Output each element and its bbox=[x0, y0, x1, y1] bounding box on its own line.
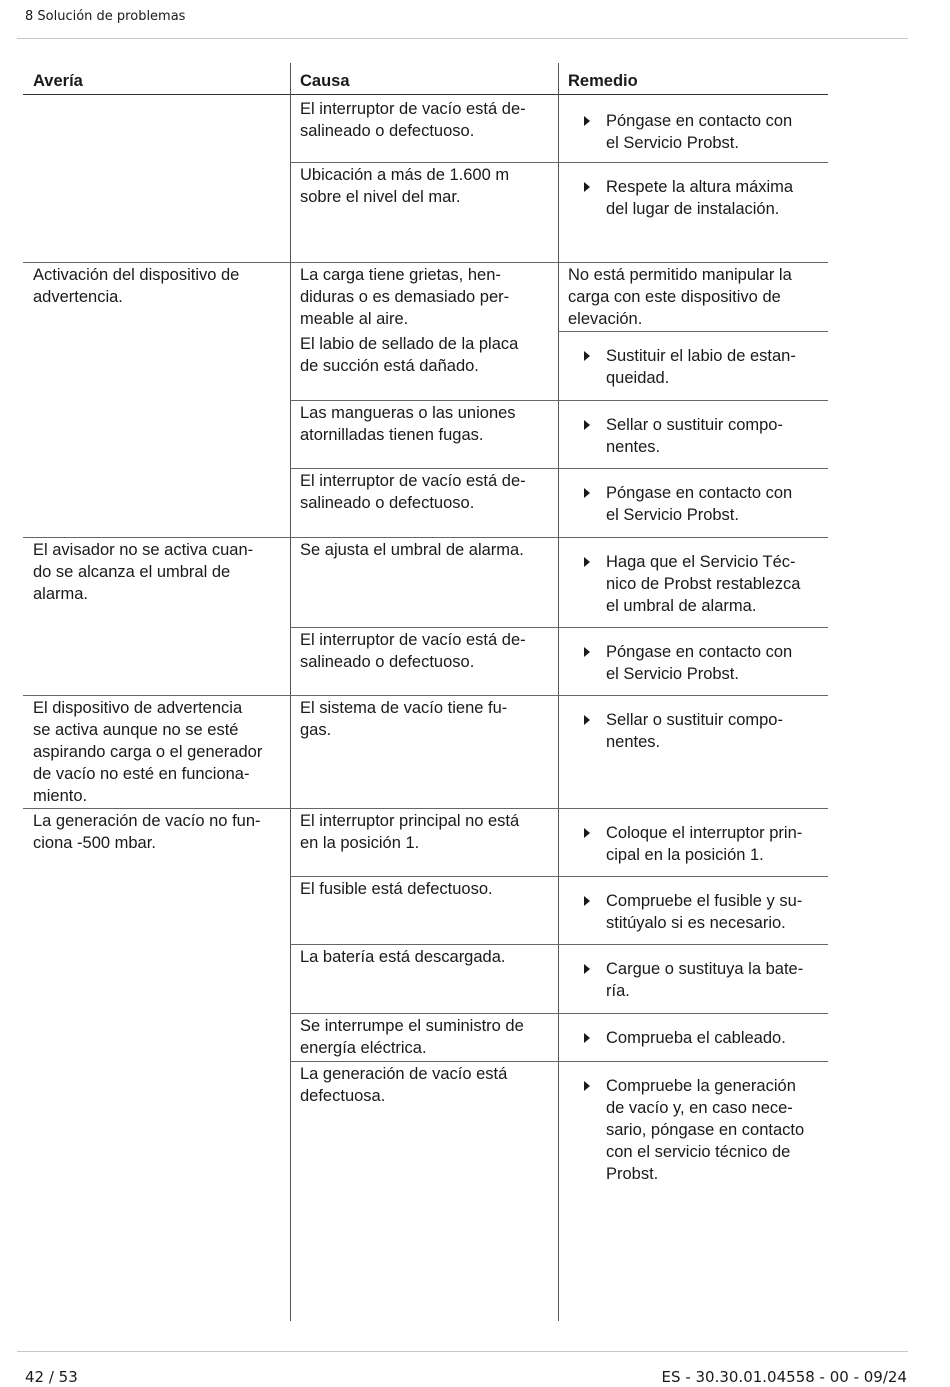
bullet-arrow-icon bbox=[584, 488, 590, 498]
header-fault: Avería bbox=[33, 72, 83, 90]
cause-cell: Se ajusta el umbral de alarma. bbox=[300, 541, 524, 559]
troubleshooting-table bbox=[23, 63, 828, 1321]
fault-cell: El avisador no se activa cuan- do se alcanza el umbral de alarma. bbox=[33, 541, 254, 603]
header-cause: Causa bbox=[300, 72, 350, 90]
cause-cell: El sistema de vacío tiene fu- gas. bbox=[300, 699, 508, 739]
remedy-cell: No está permitido manipular la carga con este dispositivo de elevación. bbox=[568, 266, 792, 328]
row-divider bbox=[23, 808, 828, 809]
bullet-arrow-icon bbox=[584, 182, 590, 192]
bullet-arrow-icon bbox=[584, 1081, 590, 1091]
row-divider bbox=[290, 162, 828, 163]
footer-rule bbox=[17, 1351, 908, 1352]
row-divider bbox=[558, 331, 828, 332]
row-divider bbox=[290, 876, 828, 877]
section-header: 8 Solución de problemas bbox=[25, 9, 186, 24]
cause-cell: Ubicación a más de 1.600 m sobre el nivel del mar. bbox=[300, 166, 510, 206]
cause-cell: La batería está descargada. bbox=[300, 948, 506, 966]
column-divider bbox=[558, 63, 559, 1321]
bullet-arrow-icon bbox=[584, 896, 590, 906]
remedy-cell: Haga que el Servicio Téc- nico de Probst restablezca el umbral de alarma. bbox=[606, 553, 801, 615]
cause-cell: El interruptor de vacío está de- salineado o defectuoso. bbox=[300, 631, 526, 671]
bullet-arrow-icon bbox=[584, 715, 590, 725]
row-divider bbox=[290, 1061, 828, 1062]
cause-cell: El fusible está defectuoso. bbox=[300, 880, 493, 898]
header-rule bbox=[17, 38, 908, 39]
remedy-cell: Respete la altura máxima del lugar de instalación. bbox=[606, 178, 794, 218]
row-divider bbox=[23, 695, 828, 696]
fault-cell: Activación del dispositivo de advertencia. bbox=[33, 266, 240, 306]
bullet-arrow-icon bbox=[584, 1033, 590, 1043]
bullet-arrow-icon bbox=[584, 557, 590, 567]
cause-cell: El interruptor de vacío está de- salineado o defectuoso. bbox=[300, 100, 526, 140]
remedy-cell: Póngase en contacto con el Servicio Probst. bbox=[606, 484, 793, 524]
cause-cell: La carga tiene grietas, hen- diduras o es demasiado per- meable al aire. bbox=[300, 266, 510, 328]
header-divider bbox=[23, 94, 828, 95]
row-divider bbox=[290, 400, 828, 401]
remedy-cell: Póngase en contacto con el Servicio Probst. bbox=[606, 643, 793, 683]
remedy-cell: Póngase en contacto con el Servicio Probst. bbox=[606, 112, 793, 152]
bullet-arrow-icon bbox=[584, 828, 590, 838]
remedy-cell: Compruebe la generación de vacío y, en caso nece- sario, póngase en contacto con el servicio técnico de Probst. bbox=[606, 1077, 805, 1183]
bullet-arrow-icon bbox=[584, 116, 590, 126]
row-divider bbox=[23, 537, 828, 538]
row-divider bbox=[290, 944, 828, 945]
cause-cell: El interruptor principal no está en la posición 1. bbox=[300, 812, 520, 852]
row-divider bbox=[290, 1013, 828, 1014]
document-code: ES - 30.30.01.04558 - 00 - 09/24 bbox=[661, 1368, 907, 1386]
cause-cell: El interruptor de vacío está de- salineado o defectuoso. bbox=[300, 472, 526, 512]
remedy-cell: Compruebe el fusible y su- stitúyalo si es necesario. bbox=[606, 892, 803, 932]
bullet-arrow-icon bbox=[584, 964, 590, 974]
row-divider bbox=[23, 262, 828, 263]
remedy-cell: Comprueba el cableado. bbox=[606, 1029, 786, 1047]
cause-cell: La generación de vacío está defectuosa. bbox=[300, 1065, 508, 1105]
page-number: 42 / 53 bbox=[25, 1368, 78, 1386]
row-divider bbox=[290, 627, 828, 628]
remedy-cell: Sellar o sustituir compo- nentes. bbox=[606, 416, 783, 456]
cause-cell: Las mangueras o las uniones atornilladas tienen fugas. bbox=[300, 404, 516, 444]
bullet-arrow-icon bbox=[584, 647, 590, 657]
column-divider bbox=[290, 63, 291, 1321]
remedy-cell: Sustituir el labio de estan- queidad. bbox=[606, 347, 796, 387]
header-remedy: Remedio bbox=[568, 72, 638, 90]
bullet-arrow-icon bbox=[584, 420, 590, 430]
bullet-arrow-icon bbox=[584, 351, 590, 361]
remedy-cell: Sellar o sustituir compo- nentes. bbox=[606, 711, 783, 751]
cause-cell: Se interrumpe el suministro de energía eléctrica. bbox=[300, 1017, 524, 1057]
remedy-cell: Coloque el interruptor prin- cipal en la posición 1. bbox=[606, 824, 803, 864]
fault-cell: La generación de vacío no fun- ciona -500 mbar. bbox=[33, 812, 261, 852]
remedy-cell: Cargue o sustituya la bate- ría. bbox=[606, 960, 804, 1000]
row-divider bbox=[290, 468, 828, 469]
fault-cell: El dispositivo de advertencia se activa aunque no se esté aspirando carga o el generador de vacío no esté en funciona- miento. bbox=[33, 699, 263, 805]
cause-cell: El labio de sellado de la placa de succión está dañado. bbox=[300, 335, 519, 375]
